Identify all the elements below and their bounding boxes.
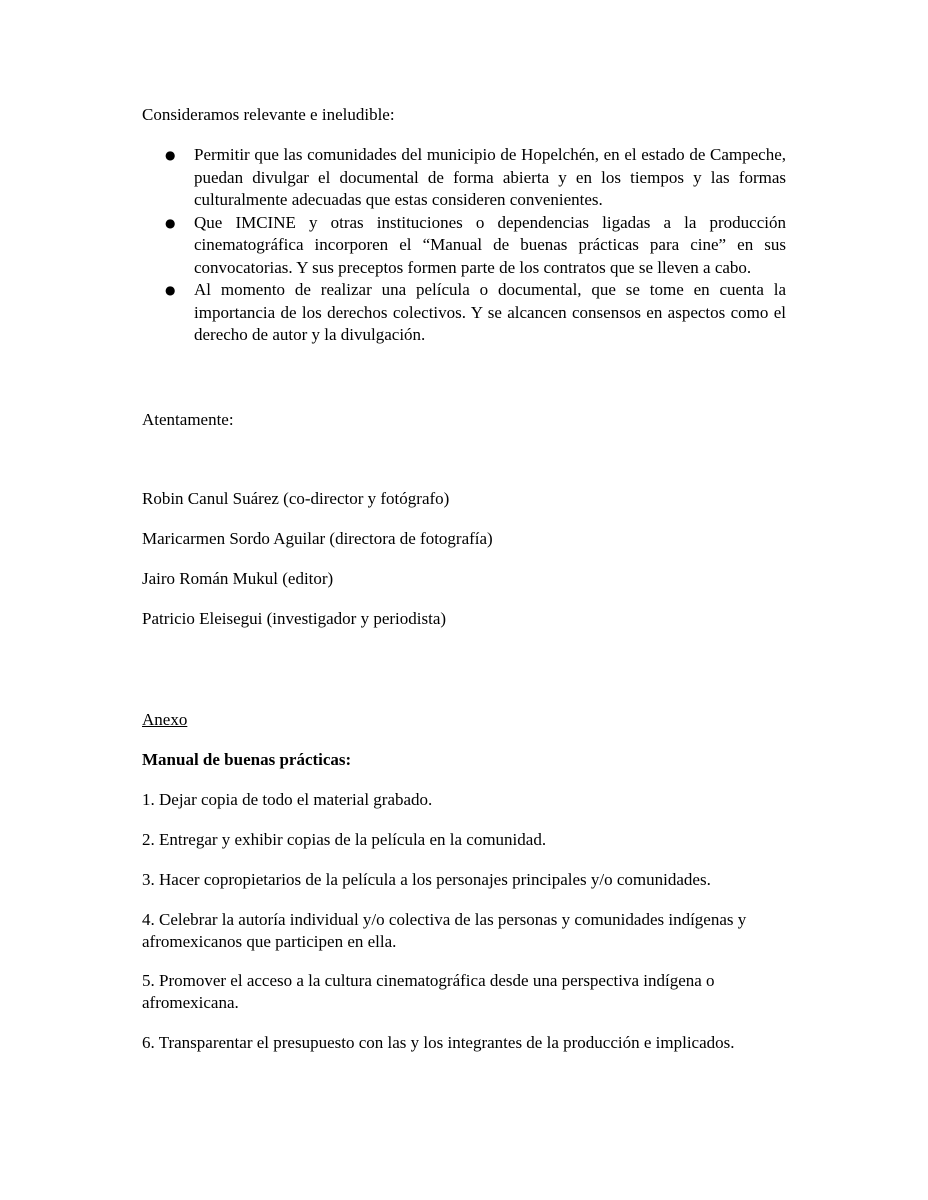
signatory: Maricarmen Sordo Aguilar (directora de fotografía) (142, 529, 493, 548)
demands-list (142, 144, 786, 347)
annex-heading: Anexo (142, 710, 188, 729)
list-item (142, 279, 786, 347)
signatory: Robin Canul Suárez (co-director y fotógrafo) (142, 489, 450, 508)
manual-item: 4. Celebrar la autoría individual y/o colectiva de las personas y comunidades indígenas y afromexicanos que participen en ella. (142, 910, 747, 951)
manual-item: 1. Dejar copia de todo el material grabado. (142, 790, 433, 809)
intro-text: Consideramos relevante e ineludible: (142, 105, 395, 124)
manual-item: 5. Promover el acceso a la cultura cinematográfica desde una perspectiva indígena o afromexicana. (142, 971, 715, 1012)
bullet-icon: ● (165, 215, 176, 230)
list-item-text: Permitir que las comunidades del municipio de Hopelchén, en el estado de Campeche, puedan divulgar el documental de forma abierta y en los tiempos y las formas culturalmente adecuadas que estas consideren convenientes. (194, 145, 786, 209)
manual-item: 6. Transparentar el presupuesto con las y los integrantes de la producción e implicados. (142, 1033, 735, 1052)
signatory: Jairo Román Mukul (editor) (142, 569, 334, 588)
bullet-icon: ● (165, 148, 176, 162)
manual-item: 2. Entregar y exhibir copias de la película en la comunidad. (142, 830, 547, 849)
list-item-text: Al momento de realizar una película o documental, que se tome en cuenta la importancia de los derechos colectivos. Y se alcancen consensos en aspectos como el derecho de autor y la divulgación. (194, 280, 786, 344)
signatory: Patricio Eleisegui (investigador y periodista) (142, 609, 447, 628)
closing-text: Atentamente: (142, 410, 234, 429)
list-item (142, 212, 786, 280)
bullet-icon: ● (165, 283, 176, 297)
manual-title: Manual de buenas prácticas: (142, 750, 352, 769)
list-item-text: Que IMCINE y otras instituciones o dependencias ligadas a la producción cinematográfica incorporen el “Manual de buenas prácticas para cine” en sus convocatorias. Y sus preceptos formen parte de los contratos que se lleven a cabo. (194, 212, 786, 277)
manual-item: 3. Hacer copropietarios de la película a los personajes principales y/o comunidades. (142, 870, 711, 889)
list-item (142, 144, 786, 212)
